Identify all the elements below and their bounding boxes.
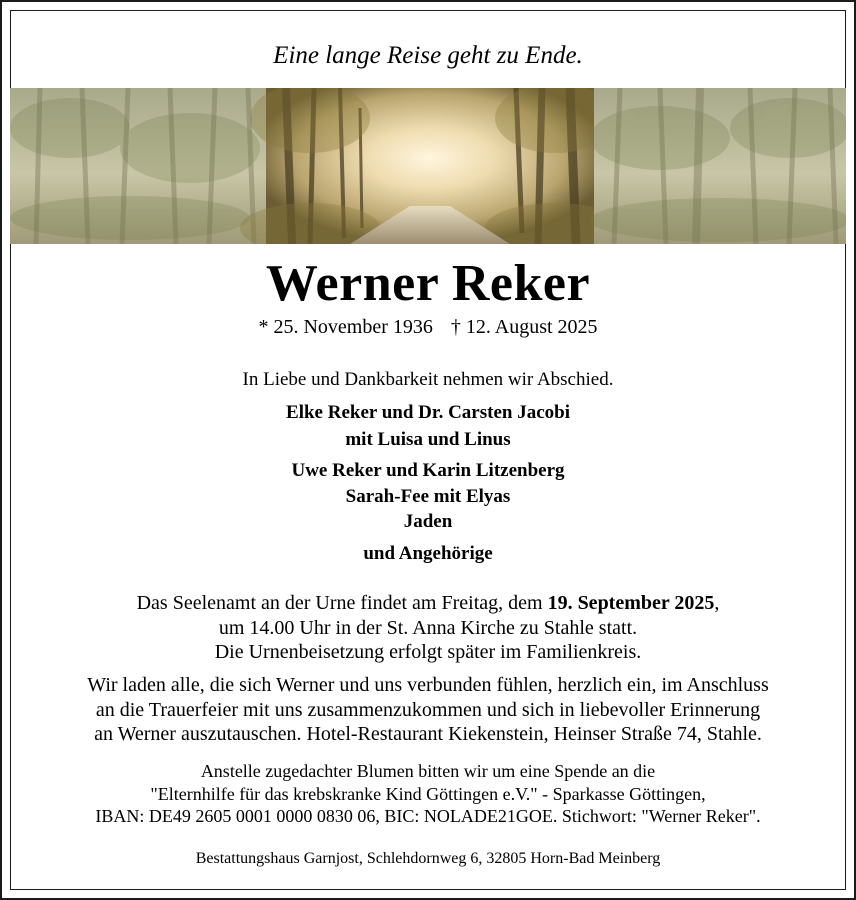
invitation-line: an Werner auszutauschen. Hotel-Restaurant Kiekenstein, Heinser Straße 74, Stahle. [94,723,762,745]
service-prefix: Das Seelenamt an der Urne findet am Freitag, dem [136,592,548,614]
mourner-line: Uwe Reker und Karin Litzenberg [291,460,565,481]
deceased-name: Werner Reker [265,255,591,312]
invitation-line: an die Trauerfeier mit uns zusammenzukommen und sich in liebevoller Erinnerung [95,699,761,721]
mourner-line: und Angehörige [363,543,493,564]
mourner-line: Sarah-Fee mit Elyas [345,486,511,507]
forest-path-photo [10,88,846,244]
donation-line: IBAN: DE49 2605 0001 0000 0830 06, BIC: NOLADE21GOE. Stichwort: "Werner Reker". [95,806,761,826]
donation-line: "Elternhilfe für das krebskranke Kind Göttingen e.V." - Sparkasse Göttingen, [150,784,706,804]
birth-date: * 25. November 1936 [258,316,433,338]
farewell-text: In Liebe und Dankbarkeit nehmen wir Abschied. [242,369,614,390]
life-dates [0,316,856,339]
service-line-1 [0,592,856,615]
service-suffix: , [714,592,720,614]
mourner-line: Jaden [403,511,453,532]
service-date: 19. September 2025 [547,592,715,614]
funeral-home: Bestattungshaus Garnjost, Schlehdornweg 6, 32805 Horn-Bad Meinberg [195,850,661,867]
mourner-line: Elke Reker und Dr. Carsten Jacobi [286,402,570,423]
service-line-2: um 14.00 Uhr in der St. Anna Kirche zu Stahle statt. [218,617,638,639]
death-date: † 12. August 2025 [450,316,598,338]
invitation-line: Wir laden alle, die sich Werner und uns verbunden fühlen, herzlich ein, im Anschluss [87,674,769,696]
service-line-3: Die Urnenbeisetzung erfolgt später im Familienkreis. [214,641,642,663]
motto: Eine lange Reise geht zu Ende. [273,42,583,69]
mourner-line: mit Luisa und Linus [345,429,511,450]
donation-line: Anstelle zugedachter Blumen bitten wir um eine Spende an die [200,761,656,781]
